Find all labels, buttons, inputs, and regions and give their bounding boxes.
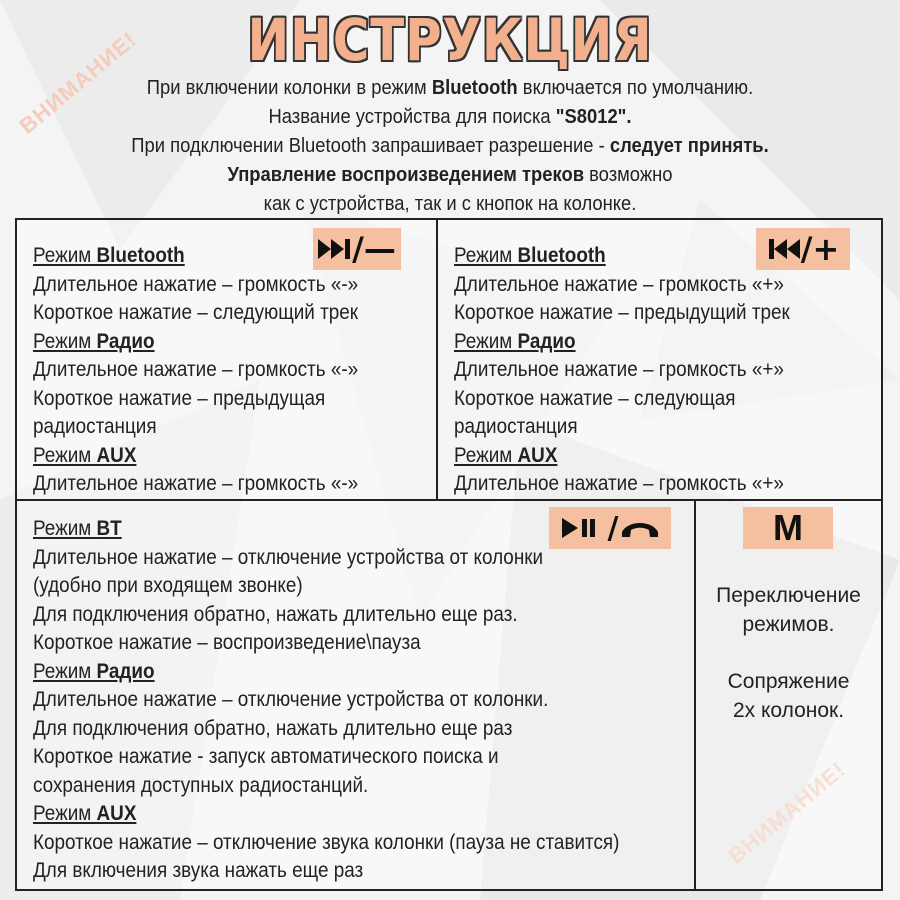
text-line: сохранения доступных радиостанций. [33,773,369,797]
prev-button-panel [436,218,883,501]
text-line: Длительное нажатие – отключение устройства от колонки [33,545,544,569]
text-line: Длительное нажатие – громкость «+» [454,472,784,495]
text-line: Для подключения обратно, нажать длительно еще раз [33,716,513,740]
text-line: 2х колонок. [732,699,845,722]
text-line: Длительное нажатие – громкость «-» [33,272,359,296]
next-button-panel [15,218,438,501]
mode-radio-heading: Режим Радио [454,329,576,353]
intro-text: При включении колонки в режим Bluetooth включается по умолчанию. Название устройства для поиска "S8012". При подключении Bluetooth запрашивает разрешение - следует принять. Управление воспроизведением треков возможно как с устройства, так и с кнопок на колонке. [131,77,769,215]
phone-icon [620,516,660,540]
text-line: Короткое нажатие - запуск автоматического поиска и [33,745,499,768]
mode-button-panel [694,499,883,891]
text-line: Длительное нажатие – громкость «-» [33,472,359,495]
mode-bluetooth-heading: Режим Bluetooth [454,244,606,267]
text-line: Короткое нажатие – следующая [454,386,736,410]
text-line: радиостанция [33,415,157,438]
text-line: радиостанция [454,415,578,438]
page-title: ИНСТРУКЦИЯ [247,6,653,74]
text-line: Переключение [716,584,861,607]
play-pause-badge: / [549,507,671,549]
mode-button-badge: M [743,507,833,549]
mode-aux-heading: Режим AUX [33,443,137,467]
text-line: Длительное нажатие – громкость «+» [454,272,784,296]
text-line: режимов. [742,613,835,636]
text-line: Длительное нажатие – громкость «+» [454,358,784,381]
text-line: Для подключения обратно, нажать длительно еще раз. [33,602,518,626]
text-line: (удобно при входящем звонке) [33,574,303,597]
text-line: Короткое нажатие – воспроизведение\пауза [33,631,421,654]
play-pause-panel [15,499,696,891]
text-line: Длительное нажатие – отключение устройства от колонки. [33,688,549,711]
watermark-bottom-right: ВНИМАНИЕ! [723,756,851,869]
text-line: Короткое нажатие – отключение звука колонки (пауза не ставится) [33,830,620,854]
mode-aux-heading: Режим AUX [33,802,137,825]
next-button-badge: /— [313,228,401,270]
text-line: Короткое нажатие – следующий трек [33,301,359,324]
text-line: Сопряжение [727,670,850,693]
mode-bt-heading: Режим BT [33,517,122,540]
watermark-top-left: ВНИМАНИЕ! [14,26,142,139]
text-line: Для включения звука нажать еще раз [33,859,364,882]
text-line: Короткое нажатие – предыдущая [33,386,326,410]
mode-bluetooth-heading: Режим Bluetooth [33,244,185,267]
mode-radio-heading: Режим Радио [33,329,155,353]
text-line: Длительное нажатие – громкость «-» [33,358,359,381]
mode-aux-heading: Режим AUX [454,443,558,467]
text-line: Короткое нажатие – предыдущий трек [454,301,790,324]
prev-button-badge: /+ [756,228,850,270]
mode-radio-heading: Режим Радио [33,659,155,683]
instruction-grid [15,218,883,891]
